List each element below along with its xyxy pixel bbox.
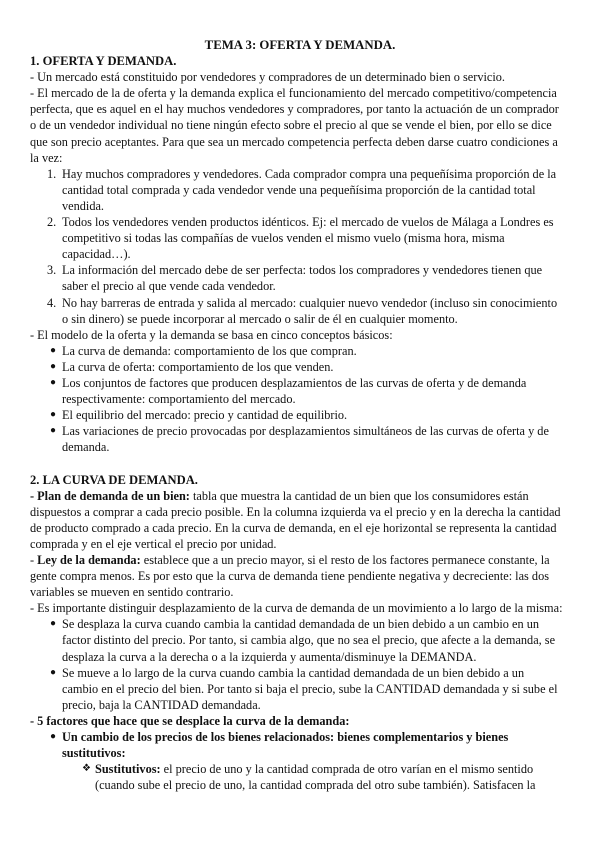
paragraph: - Es importante distinguir desplazamiento de la curva de demanda de un movimiento a lo largo de la misma: [30, 601, 563, 616]
paragraph: perfecta, que es aquel en el hay muchos vendedores y compradores, por tanto la actuación de un comprador [30, 102, 559, 117]
section-1-body [0, 69, 600, 455]
paragraph: o de un vendedor individual no tiene ningún efecto sobre el precio al que se vende el bien, por ello se dice [30, 118, 552, 133]
section-2-body [0, 488, 600, 794]
concept-item-marker: ● [50, 344, 57, 356]
section-1-heading: 1. OFERTA Y DEMANDA. [30, 54, 177, 69]
sustitutivos-item-text: el precio de uno y la cantidad comprada de otro varían en el mismo sentido [160, 762, 534, 777]
sustitutivos-item [0, 761, 600, 777]
condition-item: o sin dinero) se puede incorporar al mercado o salir de él en cualquier momento. [62, 311, 458, 326]
paragraph: la vez: [30, 150, 63, 165]
ley-de-la-demanda-paragraph-dash: - [30, 553, 38, 567]
distinction-item-line: factor distinto del precio. Por tanto, si cambia algo, que no sea el precio, que afecte a la demanda, se [62, 633, 556, 648]
list-number: 1. [47, 166, 57, 181]
distinction-item-line: desplaza la curva a la derecha o a la izquierda y aumenta/disminuye la DEMANDA. [62, 649, 477, 664]
concept-item-marker: ● [50, 376, 57, 388]
concept-item-marker: ● [50, 360, 57, 372]
sustitutivos-item-line: (cuando sube el precio de uno, la cantidad comprada del otro sube también). Satisfacen la [95, 778, 536, 793]
plan-de-demanda-paragraph-line: comprada y en el eje vertical el precio por unidad. [30, 536, 277, 551]
paragraph: - El mercado de la de oferta y la demanda explica el funcionamiento del mercado competitivo/competencia [30, 86, 557, 101]
list-number: 2. [47, 215, 57, 230]
concept-item-line: ● La curva de demanda: comportamiento de los que compran. [50, 343, 357, 358]
bullet-icon: ● [50, 731, 57, 743]
concept-item-marker: ● [50, 409, 57, 421]
diamond-bullet-icon: ❖ [82, 763, 91, 775]
list-number: 3. [47, 263, 57, 278]
concept-item-line: respectivamente: comportamiento del mercado. [62, 392, 296, 407]
factors-heading: - 5 factores que hace que se desplace la curva de la demanda: [30, 713, 350, 728]
plan-de-demanda-paragraph-text: tabla que muestra la cantidad de un bien que los consumidores están [189, 488, 529, 503]
distinction-item-marker: ● [50, 666, 57, 678]
ley-de-la-demanda-paragraph-line: variables se mueven en sentido contrario. [30, 585, 234, 600]
condition-item: competitivo si todas las compañías de vuelos venden el mismo vuelo (misma hora, misma [62, 231, 505, 246]
paragraph: que son precio aceptantes. Para que sea un mercado competencia perfecta deben darse cuatro condiciones a [30, 134, 558, 149]
distinction-item-line: ● Se mueve a lo largo de la curva cuando cambia la cantidad demandada de un bien debido a un [50, 665, 525, 680]
ley-de-la-demanda-paragraph-line: gente compra menos. Es por esto que la curva de demanda tiene pendiente negativa y decreciente: las dos [30, 569, 549, 584]
condition-item: saber el precio al que vende cada vendedor. [62, 279, 276, 294]
sustitutivos-item-lead: Sustitutivos: [95, 762, 161, 777]
distinction-item-line: cambio en el precio del bien. Por tanto si baja el precio, sube la CANTIDAD demandada y si sube el [62, 681, 558, 696]
condition-item: vendida. [62, 198, 105, 213]
distinction-item-marker: ● [50, 618, 57, 630]
plan-de-demanda-paragraph-line: de producto comprado a cada precio. En la curva de demanda, en el eje horizontal se representa la cantidad [30, 520, 557, 535]
concept-item-line: ● La curva de oferta: comportamiento de los que venden. [50, 359, 334, 374]
condition-item: cantidad total comprada y cada vendedor vende una pequeñísima proporción de la cantidad total [62, 182, 536, 197]
paragraph: - El modelo de la oferta y la demanda se basa en cinco conceptos básicos: [30, 327, 393, 342]
factor-item: ● Un cambio de los precios de los bienes relacionados: bienes complementarios y bienes [50, 730, 509, 745]
condition-item: 3. La información del mercado debe de ser perfecta: todos los compradores y vendedores tienen que [47, 263, 543, 278]
concept-item-line: demanda. [62, 440, 110, 455]
concept-item-line: ● Los conjuntos de factores que producen desplazamientos de las curvas de oferta y de demanda [50, 375, 527, 390]
ley-de-la-demanda-paragraph-lead: Ley de la demanda: [37, 553, 141, 567]
plan-de-demanda-paragraph-line: dispuestos a comprar a cada precio posible. En la columna izquierda va el precio y en la derecha la cantidad [30, 504, 561, 519]
section-2-heading: 2. LA CURVA DE DEMANDA. [30, 472, 198, 487]
concept-item-marker: ● [50, 425, 57, 437]
ley-de-la-demanda-paragraph [0, 552, 600, 568]
condition-item: 4. No hay barreras de entrada y salida al mercado: cualquier nuevo vendedor (incluso sin conocimiento [47, 295, 558, 310]
document-title: TEMA 3: OFERTA Y DEMANDA. [204, 38, 396, 52]
condition-item: capacidad…). [62, 247, 131, 262]
condition-item: 2. Todos los vendedores venden productos idénticos. Ej: el mercado de vuelos de Málaga a Londres es [47, 215, 554, 230]
document-page [0, 37, 600, 793]
concept-item-line: ● El equilibrio del mercado: precio y cantidad de equilibrio. [50, 408, 348, 423]
concept-item-line: ● Las variaciones de precio provocadas por desplazamientos simultáneos de las curvas de oferta y de [50, 424, 549, 439]
condition-item: 1. Hay muchos compradores y vendedores. Cada comprador compra una pequeñísima proporción de la [47, 166, 557, 181]
plan-de-demanda-paragraph [0, 488, 600, 504]
list-number: 4. [47, 295, 57, 310]
paragraph: - Un mercado está constituido por vendedores y compradores de un determinado bien o servicio. [30, 70, 505, 85]
distinction-item-line: ● Se desplaza la curva cuando cambia la cantidad demandada de un bien debido a un cambio en un [50, 617, 539, 632]
plan-de-demanda-paragraph-lead: - Plan de demanda de un bien: [30, 488, 190, 503]
distinction-item-line: precio, baja la CANTIDAD demandada. [62, 697, 261, 712]
factor-item: sustitutivos: [62, 746, 126, 761]
ley-de-la-demanda-paragraph-text: establece que a un precio mayor, si el resto de los factores permanece constante, la [140, 553, 550, 567]
